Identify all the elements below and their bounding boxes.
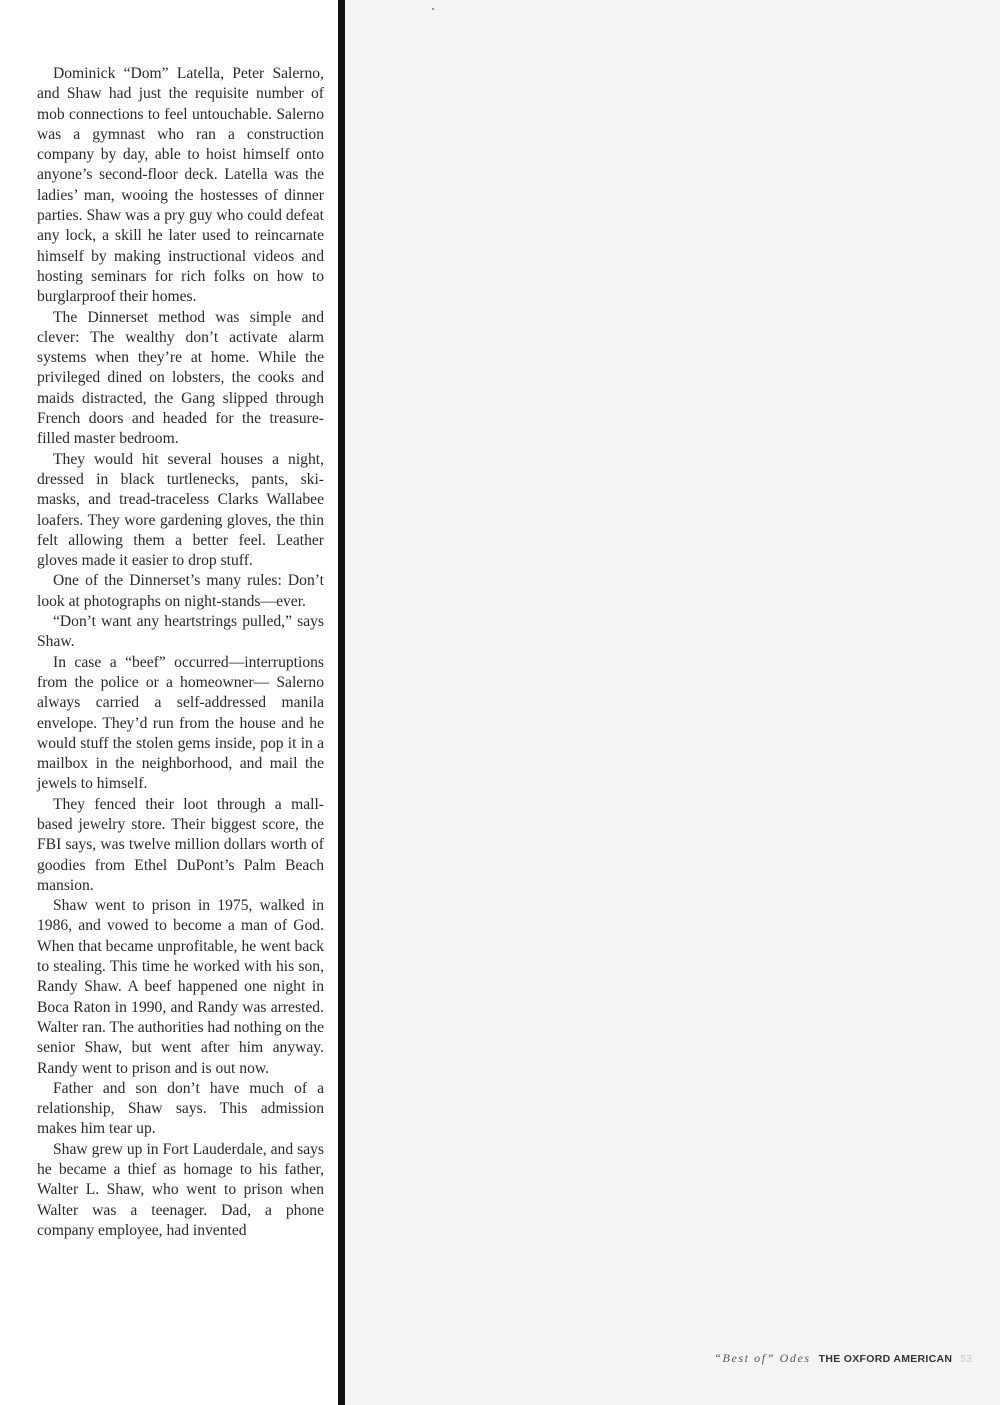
page-footer bbox=[714, 1351, 972, 1366]
footer-section-title: “Best of” Odes bbox=[714, 1351, 811, 1365]
article-paragraph: Father and son don’t have much of a relationship, Shaw says. This admission makes him tear up. bbox=[37, 1079, 324, 1138]
article-paragraph: Shaw went to prison in 1975, walked in 1986, and vowed to become a man of God. When that became unprofitable, he went back to stealing. This time he worked with his son, Randy Shaw. A beef happened one night in Boca Raton in 1990, and Randy was arrested. Walter ran. The authorities had nothing on the senior Shaw, but went after him anyway. Randy went to prison and is out now. bbox=[37, 897, 324, 1077]
article-paragraph: Shaw grew up in Fort Lauderdale, and says he became a thief as homage to his father, Walter L. Shaw, who went to prison when Walter was a teenager. Dad, a phone company employee, had invented bbox=[37, 1140, 324, 1239]
article-paragraph: The Dinnerset method was simple and clever: The wealthy don’t activate alarm systems when they’re at home. While the privileged dined on lobsters, the cooks and maids distracted, the Gang slipped through French doors and headed for the treasure-filled master bedroom. bbox=[37, 308, 324, 448]
article-paragraph: Dominick “Dom” Latella, Peter Salerno, and Shaw had just the requisite number of mob connections to feel untouchable. Salerno was a gymnast who ran a construction company by day, able to hoist himself onto anyone’s second-floor deck. Latella was the ladies’ man, wooing the hostesses of dinner parties. Shaw was a pry guy who could defeat any lock, a skill he later used to reincarnate himself by making instructional videos and hosting seminars for rich folks on how to burglarproof their homes. bbox=[37, 65, 324, 306]
footer-page-number: 53 bbox=[960, 1353, 972, 1365]
article-paragraph: They fenced their loot through a mall-based jewelry store. Their biggest score, the FBI says, was twelve million dollars worth of goodies from Ethel DuPont’s Palm Beach mansion. bbox=[37, 795, 324, 894]
article-paragraph: One of the Dinnerset’s many rules: Don’t look at photographs on night-stands—ever. bbox=[37, 572, 324, 610]
left-page bbox=[0, 0, 338, 1405]
right-page bbox=[345, 0, 1000, 1405]
scan-speck bbox=[432, 8, 434, 10]
footer-magazine-name: THE OXFORD AMERICAN bbox=[818, 1353, 953, 1365]
article-column bbox=[37, 64, 324, 1241]
article-paragraph: They would hit several houses a night, dressed in black turtlenecks, pants, ski-masks, and tread-traceless Clarks Wallabee loafers. They wore gardening gloves, the thin felt allowing them a better feel. Leather gloves made it easier to drop stuff. bbox=[37, 450, 324, 570]
page-gutter bbox=[338, 0, 345, 1405]
article-paragraph: In case a “beef” occurred—interruptions from the police or a homeowner— Salerno always carried a self-addressed manila envelope. They’d run from the house and he would stuff the stolen gems inside, pop it in a mailbox in the neighborhood, and mail the jewels to himself. bbox=[37, 653, 324, 793]
article-paragraph: “Don’t want any heartstrings pulled,” says Shaw. bbox=[37, 613, 324, 651]
